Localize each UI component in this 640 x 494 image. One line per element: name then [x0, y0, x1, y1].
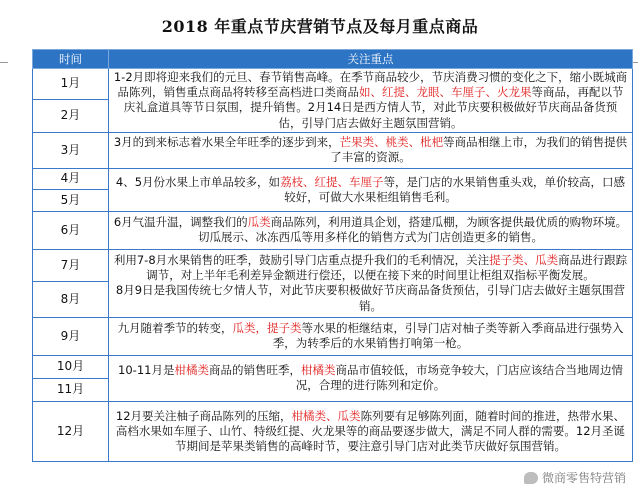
focus-text: 商品陈列，利用道具企划，搭建瓜棚，为顾客提供最优质的购物环境。切瓜展示、冰冻西瓜等用多样化的销售方式为门店创造更多的销售。 — [198, 215, 628, 245]
chat-bubble-icon — [524, 472, 538, 484]
month-cell: 3月 — [33, 132, 109, 168]
focus-text: 10-11月是 — [118, 363, 175, 378]
month-cell: 6月 — [33, 211, 109, 249]
month-cell: 9月 — [33, 317, 109, 355]
focus-highlight: 芒果类、桃类、枇杷 — [339, 135, 444, 150]
focus-highlight: 柑橘类 — [300, 363, 336, 378]
focus-highlight: 柑橘类 — [174, 363, 209, 378]
focus-text: 12月要关注柚子商品陈列的压缩， — [115, 408, 292, 423]
focus-text: 3月的到来标志着水果全年旺季的逐步到来， — [113, 135, 340, 150]
table-row — [33, 168, 633, 189]
focus-text: 利用7-8月水果销售的旺季，鼓励引导门店重点提升我们的毛利情况，关注 — [113, 252, 490, 267]
watermark — [524, 469, 626, 486]
month-cell: 10月 — [33, 355, 109, 378]
focus-highlight: 柑橘类、瓜类 — [291, 408, 361, 423]
table-header-row — [33, 50, 633, 69]
focus-highlight: 提子类、瓜类 — [489, 252, 559, 267]
focus-cell — [109, 355, 633, 401]
focus-text: 6月气温升温，调整我们的 — [113, 215, 248, 230]
month-cell: 5月 — [33, 189, 109, 211]
table-row — [33, 211, 633, 249]
focus-highlight: 荔枝、红提、车厘子 — [280, 174, 384, 189]
month-cell: 4月 — [33, 168, 109, 189]
table-row — [33, 249, 633, 281]
focus-text: 等水果的柜继结束，引导门店对柚子类等新入季商品进行强势入季，为转季后的水果销售打响第一枪。 — [272, 321, 624, 351]
focus-text: 陈列要有足够陈列面，随着时间的推进，热带水果、高档水果如车厘子、山竹、特级红提、火龙果等的商品要逐步做大，满足不同人群的需要。12月圣诞节期间是苹果类销售的高峰时节，要注意引导门店对此类节庆做好氛围营销。 — [115, 408, 626, 453]
table-row — [33, 132, 633, 168]
focus-cell — [109, 249, 633, 317]
focus-cell — [109, 401, 633, 461]
focus-text: 九月随着季节的转变， — [117, 321, 233, 336]
table-row — [33, 317, 633, 355]
focus-text: 8月9日是我国传统七夕情人节，对此节庆要积极做好节庆商品备货预估，引导门店去做好主题氛围营销。 — [115, 283, 626, 313]
focus-highlight: 瓜类 — [247, 215, 271, 230]
focus-text: 商品市值较低，市场竞争较大，门店应该结合当地周边情况，合理的进行陈列和定价。 — [295, 363, 623, 393]
month-cell: 11月 — [33, 378, 109, 401]
left-edge-mark — [0, 62, 8, 63]
focus-cell — [109, 132, 633, 168]
month-cell: 12月 — [33, 401, 109, 461]
table-row — [33, 355, 633, 378]
table-row — [33, 401, 633, 461]
focus-text: 等，是门店的水果销售重头戏，单价较高，口感较好，可做大水果柜组销售毛利。 — [284, 174, 626, 204]
table-row — [33, 69, 633, 100]
focus-highlight: 瓜类，提子类 — [232, 321, 302, 336]
focus-text: 商品的销售旺季， — [208, 363, 301, 378]
focus-text: 等商品相继上市，为我们的销售提供了丰富的资源。 — [330, 135, 628, 165]
focus-text: 1-2月即将迎来我们的元旦、春节销售高峰。在季节商品较少，节庆消费习惯的变化之下，缩小既城商品陈列，销售重点商品将转移至高档进口类商品 — [113, 70, 628, 100]
focus-text: 4、5月份水果上市单品较多，如 — [115, 174, 281, 189]
watermark-text: 微商零售特营销 — [541, 471, 626, 485]
header-focus: 关注重点 — [109, 50, 633, 69]
focus-text: 等商品，再配以节庆礼盒道具等节日氛围，提升销售。2月14日是西方情人节，对此节庆要积极做好节庆商品备货预估，引导门店去做好主题氛围营销。 — [123, 85, 624, 130]
focus-text: 商品进行跟踪调节，对上半年毛利差异金额进行偿还，以便在接下来的时间里让柜组双指标平衡发展。 — [146, 252, 628, 283]
header-time: 时间 — [33, 50, 109, 69]
page-title: 2018 年重点节庆营销节点及每月重点商品 — [161, 17, 479, 36]
month-cell: 7月 — [33, 249, 109, 281]
focus-cell — [109, 168, 633, 211]
focus-highlight: 如、红提、龙眼、车厘子、火龙果 — [359, 85, 532, 100]
month-cell: 1月 — [33, 69, 109, 100]
marketing-calendar-table — [32, 49, 633, 462]
focus-cell — [109, 211, 633, 249]
focus-cell — [109, 317, 633, 355]
month-cell: 2月 — [33, 99, 109, 132]
month-cell: 8月 — [33, 281, 109, 317]
focus-cell — [109, 69, 633, 133]
